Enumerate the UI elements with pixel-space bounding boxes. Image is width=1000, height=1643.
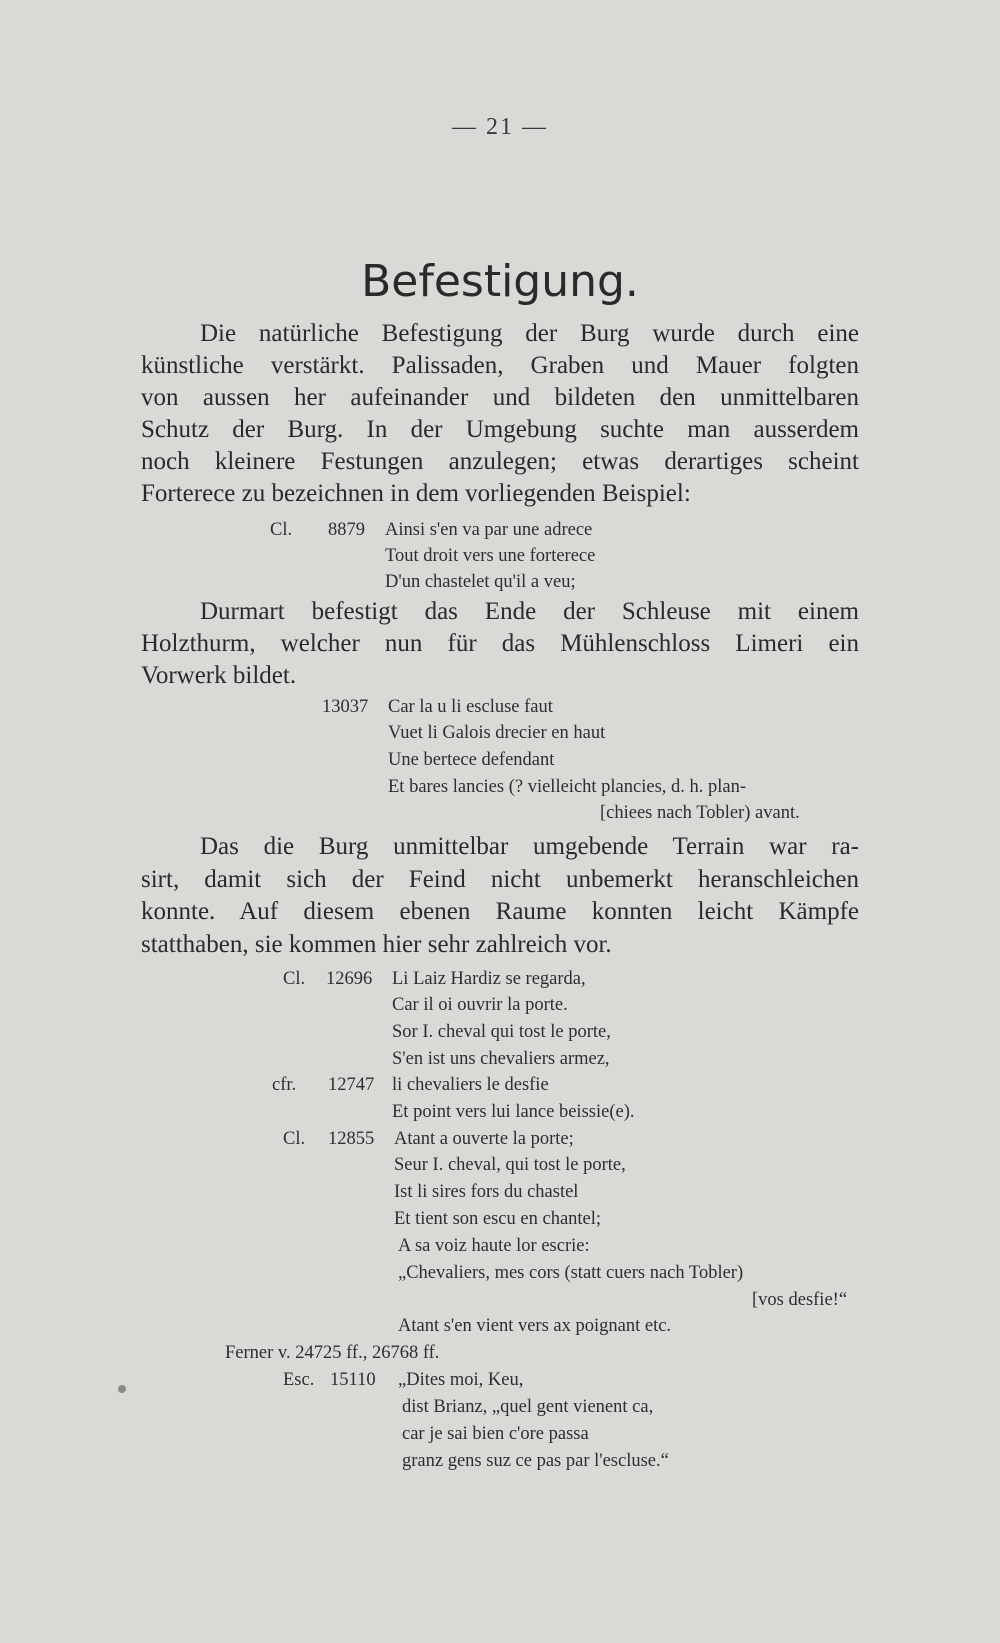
paragraph-line: Vorwerk bildet. bbox=[141, 662, 297, 689]
quote-line: Car la u li escluse faut bbox=[388, 697, 553, 717]
quote-line: „Chevaliers, mes cors (statt cuers nach Tobler) bbox=[398, 1263, 744, 1283]
verse-number: 12747 bbox=[328, 1075, 375, 1095]
quote-line: D'un chastelet qu'il a veu; bbox=[385, 572, 576, 592]
quote-line: Et tient son escu en chantel; bbox=[394, 1209, 602, 1229]
quote-line: car je sai bien c'ore passa bbox=[402, 1424, 589, 1444]
citation-label: Esc. bbox=[283, 1370, 315, 1390]
quote-line: [vos desfie!“ bbox=[752, 1290, 848, 1310]
citation-label: Cl. bbox=[283, 969, 306, 989]
quote-line: li chevaliers le desfie bbox=[392, 1075, 549, 1095]
paragraph-line: Das die Burg unmittelbar umgebende Terrain war ra- bbox=[200, 833, 859, 860]
quote-line: Atant a ouverte la porte; bbox=[394, 1129, 574, 1149]
paragraph-line: Schutz der Burg. In der Umgebung suchte man ausserdem bbox=[141, 416, 859, 443]
paragraph-line: Die natürliche Befestigung der Burg wurde durch eine bbox=[200, 320, 859, 347]
quote-line: granz gens suz ce pas par l'escluse.“ bbox=[402, 1451, 669, 1471]
quote-line: Une bertece defendant bbox=[388, 750, 555, 770]
paragraph-line: konnte. Auf diesem ebenen Raume konnten leicht Kämpfe bbox=[141, 898, 859, 925]
paragraph-line: Durmart befestigt das Ende der Schleuse mit einem bbox=[200, 598, 859, 625]
reference-line: Ferner v. 24725 ff., 26768 ff. bbox=[225, 1343, 440, 1363]
paragraph-line: statthaben, sie kommen hier sehr zahlreich vor. bbox=[141, 931, 612, 958]
quote-line: S'en ist uns chevaliers armez, bbox=[392, 1049, 610, 1069]
quote-line: Ist li sires fors du chastel bbox=[394, 1182, 579, 1202]
quote-line: Sor I. cheval qui tost le porte, bbox=[392, 1022, 611, 1042]
quote-line: Tout droit vers une forterece bbox=[385, 546, 596, 566]
page-number: — 21 — bbox=[452, 114, 548, 140]
section-title: Befestigung. bbox=[361, 256, 639, 307]
paragraph-line: noch kleinere Festungen anzulegen; etwas derartiges scheint bbox=[141, 448, 859, 475]
quote-line: A sa voiz haute lor escrie: bbox=[398, 1236, 590, 1256]
paragraph-line: Holzthurm, welcher nun für das Mühlenschloss Limeri ein bbox=[141, 630, 859, 657]
citation-label: Cl. bbox=[270, 520, 293, 540]
quote-line: Ainsi s'en va par une adrece bbox=[385, 520, 593, 540]
paragraph-line: sirt, damit sich der Feind nicht unbemerkt heranschleichen bbox=[141, 866, 859, 893]
quote-line: Et bares lancies (? vielleicht plancies, d. h. plan- bbox=[388, 777, 747, 797]
citation-label: Cl. bbox=[283, 1129, 306, 1149]
verse-number: 12696 bbox=[326, 969, 373, 989]
ink-spot bbox=[118, 1385, 126, 1393]
verse-number: 13037 bbox=[322, 697, 369, 717]
quote-line: Seur I. cheval, qui tost le porte, bbox=[394, 1155, 626, 1175]
verse-number: 15110 bbox=[330, 1370, 376, 1390]
paragraph-line: Forterece zu bezeichnen in dem vorliegenden Beispiel: bbox=[141, 480, 691, 507]
verse-number: 8879 bbox=[328, 520, 365, 540]
quote-line: Car il oi ouvrir la porte. bbox=[392, 995, 568, 1015]
paragraph-line: von aussen her aufeinander und bildeten den unmittelbaren bbox=[141, 384, 859, 411]
quote-line: Vuet li Galois drecier en haut bbox=[388, 723, 606, 743]
quote-line: Li Laiz Hardiz se regarda, bbox=[392, 969, 586, 989]
quote-line: „Dites moi, Keu, bbox=[398, 1370, 524, 1390]
quote-line: Et point vers lui lance beissie(e). bbox=[392, 1102, 635, 1122]
verse-number: 12855 bbox=[328, 1129, 375, 1149]
quote-line: Atant s'en vient vers ax poignant etc. bbox=[398, 1316, 672, 1336]
quote-line: dist Brianz, „quel gent vienent ca, bbox=[402, 1397, 654, 1417]
paragraph-line: künstliche verstärkt. Palissaden, Graben und Mauer folgten bbox=[141, 352, 859, 379]
quote-line: [chiees nach Tobler) avant. bbox=[600, 803, 800, 823]
citation-label: cfr. bbox=[272, 1075, 297, 1095]
